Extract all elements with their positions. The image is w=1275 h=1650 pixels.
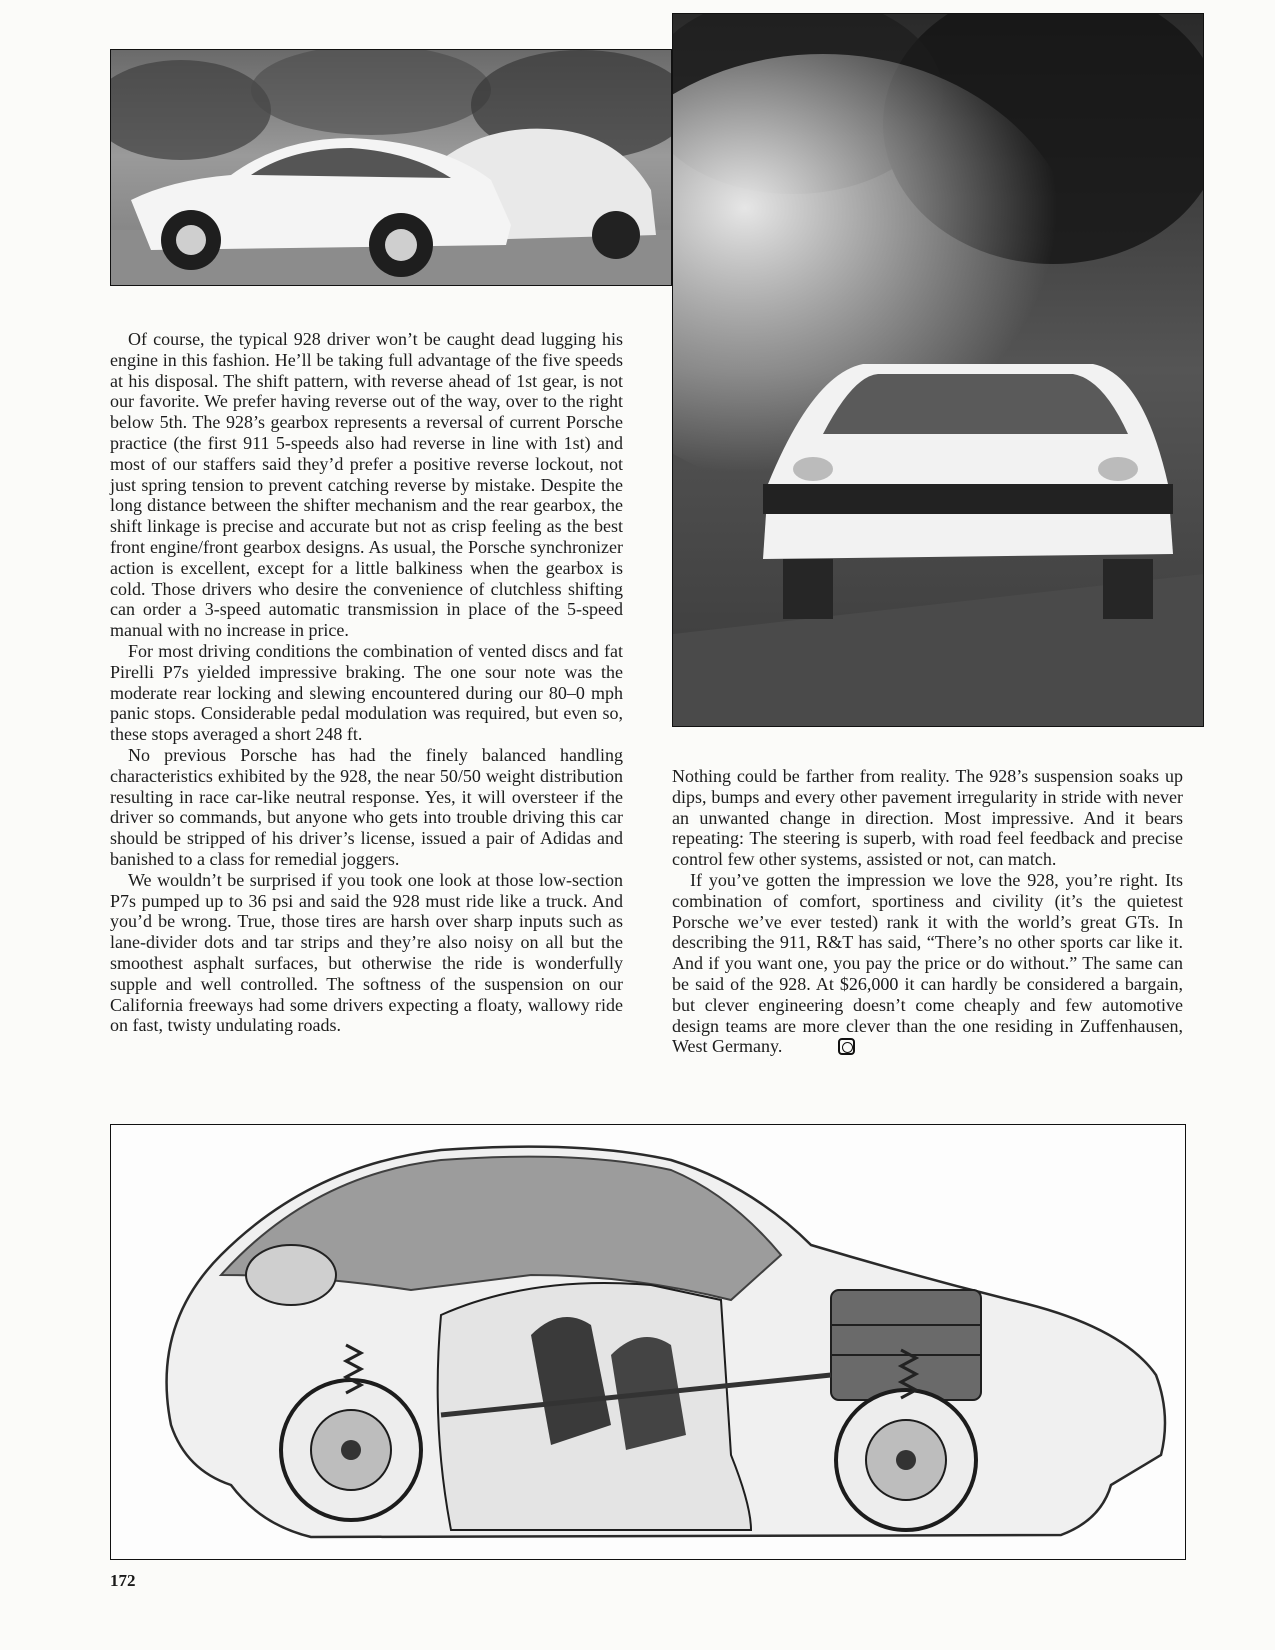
car-photo-icon xyxy=(111,50,671,285)
car-photo-icon xyxy=(673,14,1203,726)
paragraph: Nothing could be farther from reality. The 928’s suspension soaks up dips, bumps and every other pavement irregularity in stride with never an unwanted change in direction. Most impressive. And it bears repeating: The steering is superb, with road feel feedback and precise control few other systems, assisted or not, can match. xyxy=(672,766,1183,870)
article-column-right xyxy=(672,766,1183,1057)
photo-car-splash xyxy=(672,13,1204,727)
paragraph: We wouldn’t be surprised if you took one look at those low-section P7s pumped up to 36 psi and said the 928 must ride like a truck. And you’d be wrong. True, those tires are harsh over sharp inputs such as lane-divider dots and tar strips and they’re also noisy on all but the smoothest asphalt surfaces, but otherwise the ride is wonderfully supple and well controlled. The softness of the suspension on our California freeways had some drivers expecting a floaty, wallowy ride on fast, twisty undulating roads. xyxy=(110,869,623,1036)
paragraph: Of course, the typical 928 driver won’t be caught dead lugging his engine in this fashion. He’ll be taking full advantage of the five speeds at his disposal. The shift pattern, with reverse ahead of 1st gear, is not our favorite. We prefer having reverse out of the way, over to the right below 5th. The 928’s gearbox represents a reversal of current Porsche practice (the first 911 5-speeds also had reverse in line with 1st) and most of our staffers said they’d prefer a positive reverse lockout, not just spring tension to prevent catching reverse by mistake. Despite the long distance between the shifter mechanism and the rear gearbox, the shift linkage is precise and accurate but not as crisp feeling as the best front engine/front gearbox designs. As usual, the Porsche synchronizer action is excellent, except for a little balkiness when the gearbox is cold. Those drivers who desire the convenience of clutchless shifting can order a 3-speed automatic transmission in place of the 5-speed manual with no increase in price. xyxy=(110,329,623,641)
paragraph: For most driving conditions the combination of vented discs and fat Pirelli P7s yielded impressive braking. The one sour note was the moderate rear locking and slewing encountered during our 80–0 mph panic stops. Considerable pedal modulation was required, but even so, these stops averaged a short 248 ft. xyxy=(110,640,623,745)
cutaway-illustration-icon xyxy=(111,1125,1185,1559)
paragraph: No previous Porsche has had the finely balanced handling characteristics exhibited by the 928, the near 50/50 weight distribution resulting in race car-like neutral response. Yes, it will oversteer if the driver so commands, but anyone who gets into trouble driving this car should be stripped of his driver’s license, issued a pair of Adidas and banished to a class for remedial joggers. xyxy=(110,744,623,869)
paragraph-with-end-mark xyxy=(672,870,1183,1057)
cutaway-illustration xyxy=(110,1124,1186,1560)
steering-wheel-end-mark-icon xyxy=(838,1038,855,1055)
photo-cars-on-road xyxy=(110,49,672,286)
page-number: 172 xyxy=(110,1571,136,1590)
paragraph: If you’ve gotten the impression we love the 928, you’re right. Its combination of comfort, sportiness and civility (it’s the quietest Porsche we’ve ever tested) rank it with the world’s great GTs. In describing the 911, R&T has said, “There’s no other sports car like it. And if you want one, you pay the price or do without.” The same can be said of the 928. At $26,000 it can hardly be considered a bargain, but clever engineering doesn’t come cheaply and few automotive design teams are more clever than the one residing in Zuffenhausen, West Germany. xyxy=(672,869,1183,1057)
article-column-left xyxy=(110,329,623,1036)
